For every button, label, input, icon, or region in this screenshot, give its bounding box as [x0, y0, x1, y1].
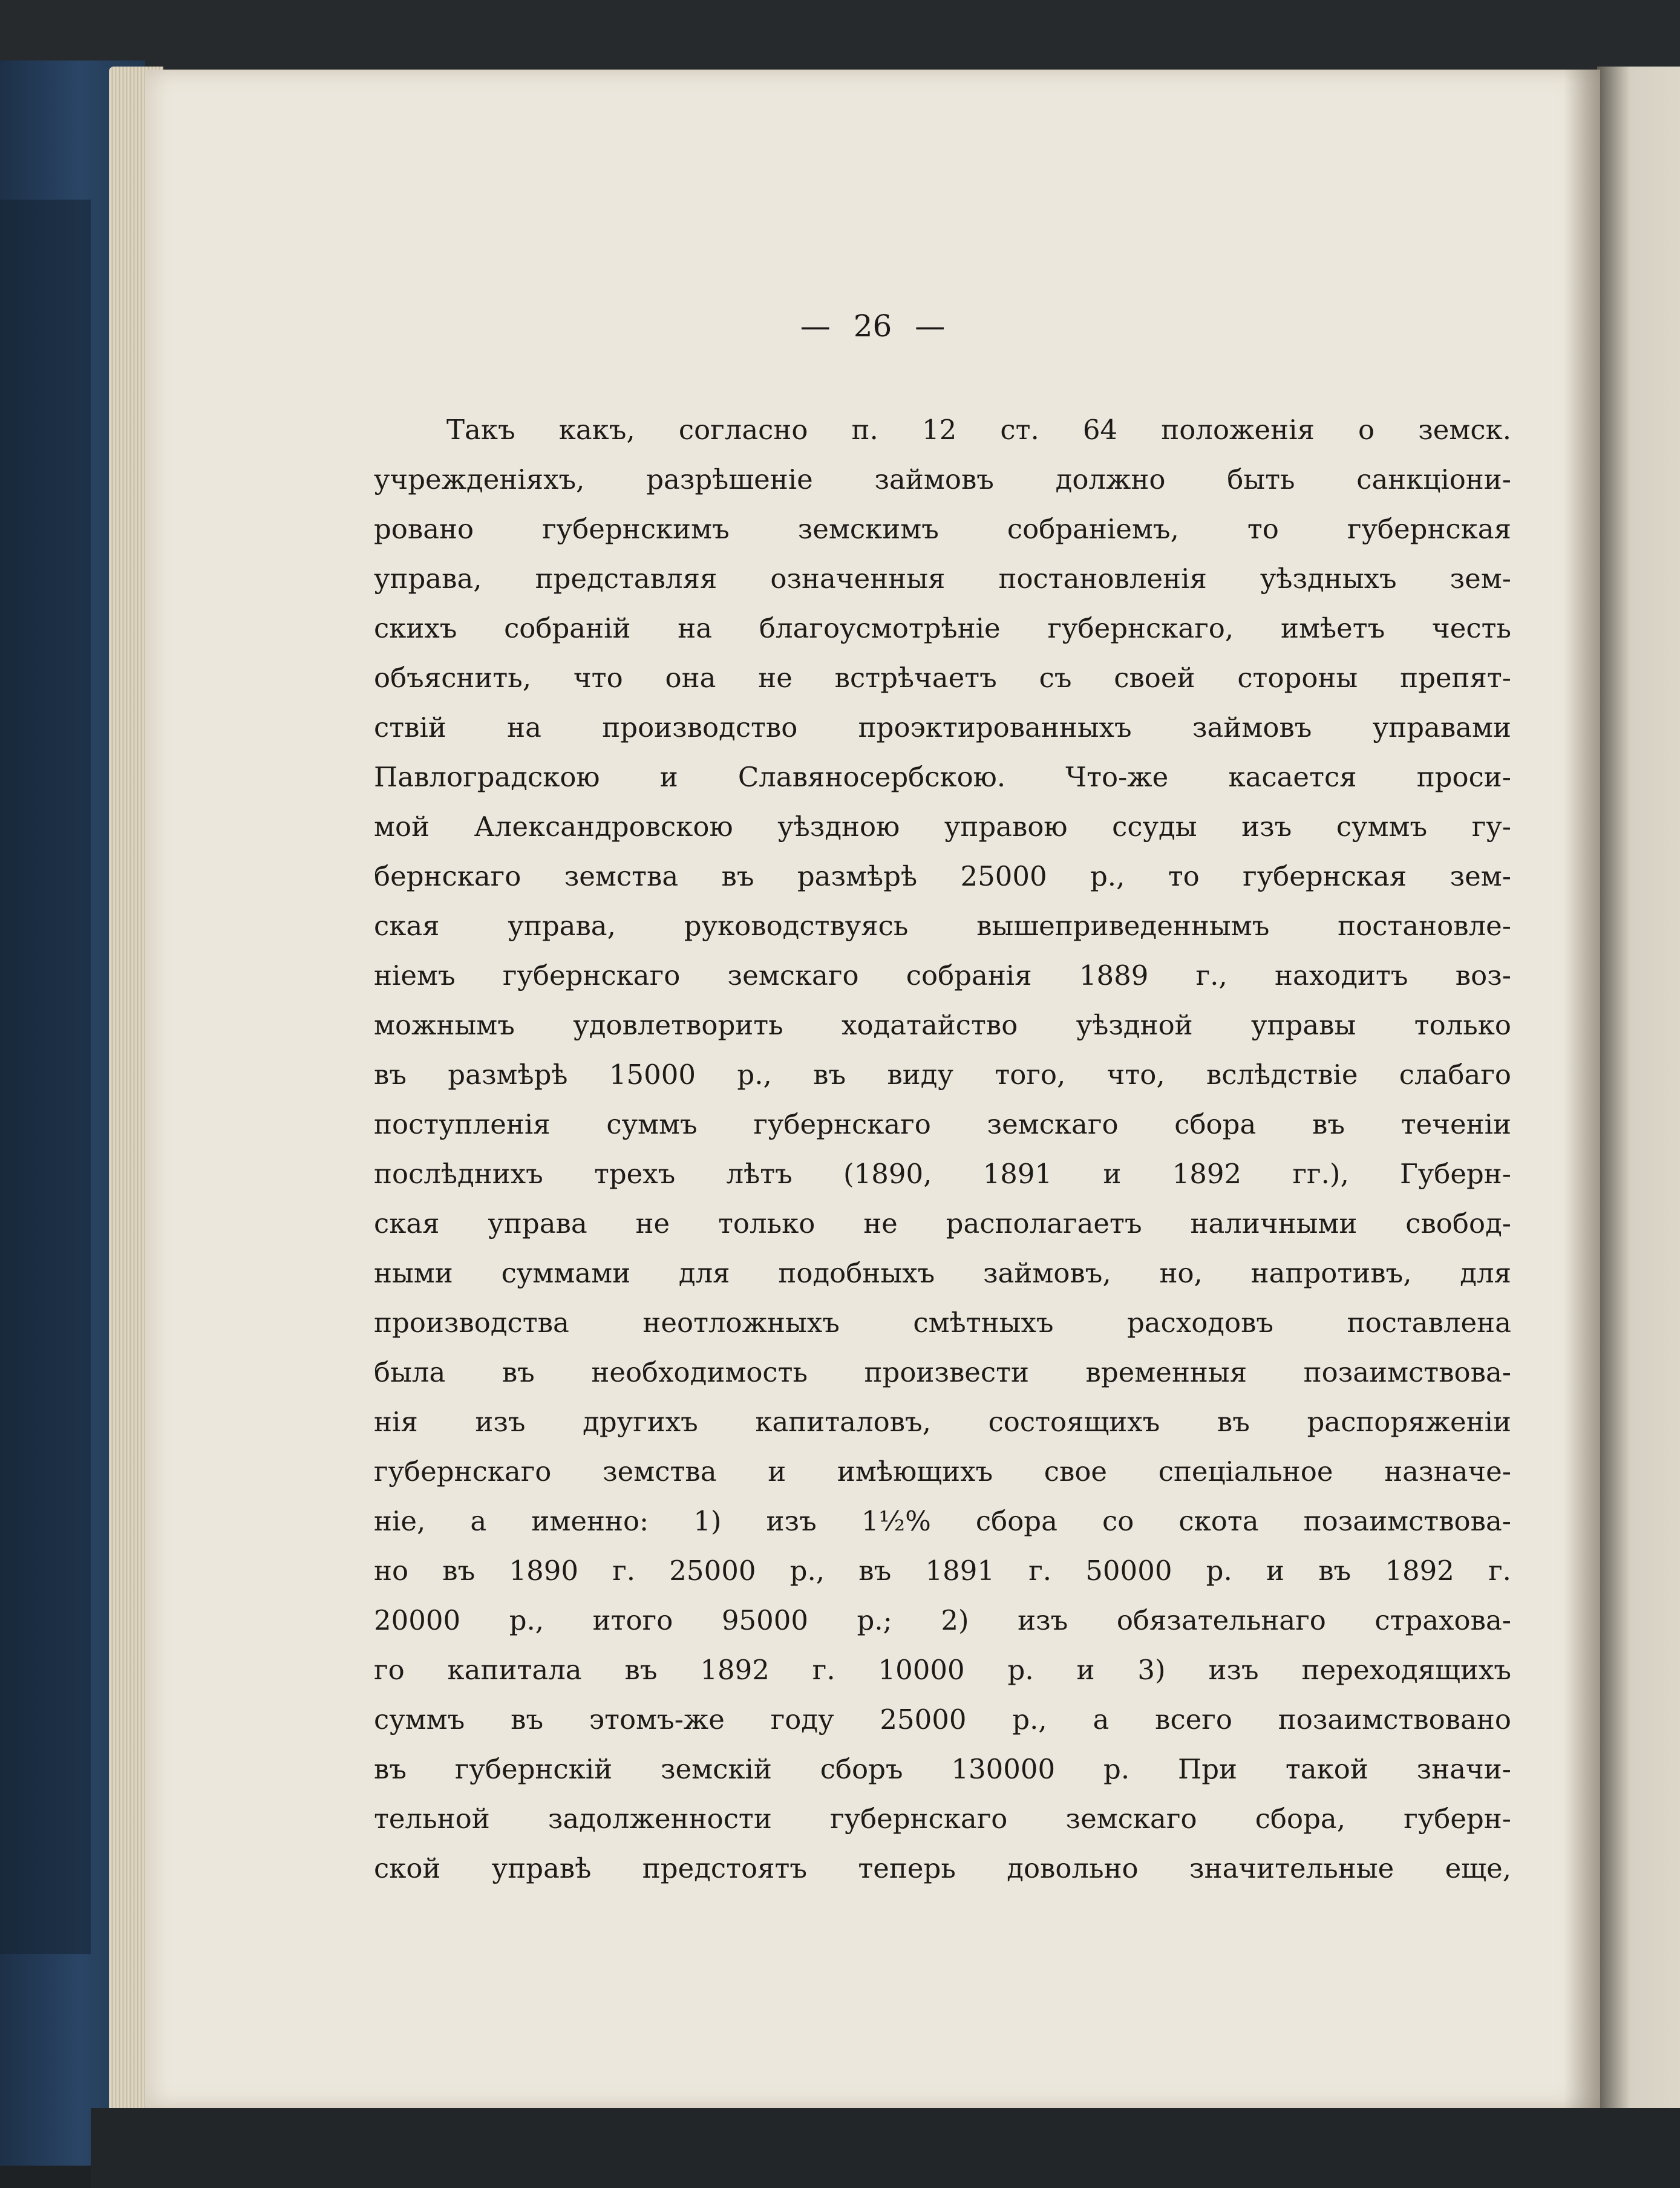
- text-line: ствій на производство проэктированныхъ займовъ управами: [374, 711, 1511, 743]
- page-number: [145, 309, 1600, 344]
- text-line: объяснить, что она не встрѣчаетъ съ своей стороны препят-: [374, 662, 1511, 694]
- page-number-dash-right: —: [915, 309, 946, 344]
- book-cover-shadow: [0, 200, 91, 1954]
- spine-shadow: [1564, 70, 1600, 2108]
- text-line: го капитала въ 1892 г. 10000 р. и 3) изъ переходящихъ: [374, 1654, 1511, 1686]
- text-line: 20000 р., итого 95000 р.; 2) изъ обязательнаго страхова-: [374, 1604, 1511, 1636]
- text-line: ровано губернскимъ земскимъ собраніемъ, то губернская: [374, 513, 1511, 545]
- text-line: ской управѣ предстоятъ теперь довольно значительные еще,: [374, 1852, 1511, 1884]
- text-line: производства неотложныхъ смѣтныхъ расходовъ поставлена: [374, 1307, 1511, 1339]
- text-line: послѣднихъ трехъ лѣтъ (1890, 1891 и 1892 гг.), Губерн-: [374, 1158, 1511, 1190]
- text-line: скихъ собраній на благоусмотрѣніе губернскаго, имѣетъ честь: [374, 612, 1511, 644]
- text-line: Такъ какъ, согласно п. 12 ст. 64 положенія о земск.: [446, 414, 1511, 446]
- text-line: была въ необходимость произвести временныя позаимствова-: [374, 1356, 1511, 1388]
- text-line: но въ 1890 г. 25000 р., въ 1891 г. 50000 р. и въ 1892 г.: [374, 1555, 1511, 1587]
- text-line: Павлоградскою и Славяносербскою. Что-же касается проси-: [374, 761, 1511, 793]
- text-line: ская управа, руководствуясь вышеприведеннымъ постановле-: [374, 910, 1511, 942]
- text-line: въ размѣрѣ 15000 р., въ виду того, что, вслѣдствіе слабаго: [374, 1059, 1511, 1091]
- text-line: тельной задолженности губернскаго земскаго сбора, губерн-: [374, 1803, 1511, 1835]
- page-number-dash-left: —: [800, 309, 831, 344]
- book-page: [145, 70, 1600, 2108]
- page-number-value: 26: [853, 309, 892, 344]
- text-line: ніе, а именно: 1) изъ 1½% сбора со скота позаимствова-: [374, 1505, 1511, 1537]
- text-line: ными суммами для подобныхъ займовъ, но, напротивъ, для: [374, 1257, 1511, 1289]
- text-line: мой Александровскою уѣздною управою ссуды изъ суммъ гу-: [374, 811, 1511, 843]
- scan-background-bottom: [91, 2108, 1680, 2188]
- text-line: учрежденіяхъ, разрѣшеніе займовъ должно быть санкціони-: [374, 463, 1511, 495]
- text-line: ніемъ губернскаго земскаго собранія 1889 г., находитъ воз-: [374, 959, 1511, 991]
- text-line: суммъ въ этомъ-же году 25000 р., а всего позаимствовано: [374, 1703, 1511, 1736]
- text-line: бернскаго земства въ размѣрѣ 25000 р., то губернская зем-: [374, 860, 1511, 892]
- text-line: въ губернскій земскій сборъ 130000 р. При такой значи-: [374, 1753, 1511, 1785]
- text-line: губернскаго земства и имѣющихъ свое спеціальное назначе-: [374, 1455, 1511, 1488]
- text-line: можнымъ удовлетворить ходатайство уѣздной управы только: [374, 1009, 1511, 1041]
- text-line: ская управа не только не располагаетъ наличными свобод-: [374, 1207, 1511, 1239]
- text-line: поступленія суммъ губернскаго земскаго сбора въ теченіи: [374, 1108, 1511, 1140]
- facing-page-edge: [1597, 67, 1680, 2111]
- text-line: нія изъ другихъ капиталовъ, состоящихъ въ распоряженіи: [374, 1406, 1511, 1438]
- text-line: управа, представляя означенныя постановленія уѣздныхъ зем-: [374, 563, 1511, 595]
- body-paragraph: [374, 405, 1511, 1893]
